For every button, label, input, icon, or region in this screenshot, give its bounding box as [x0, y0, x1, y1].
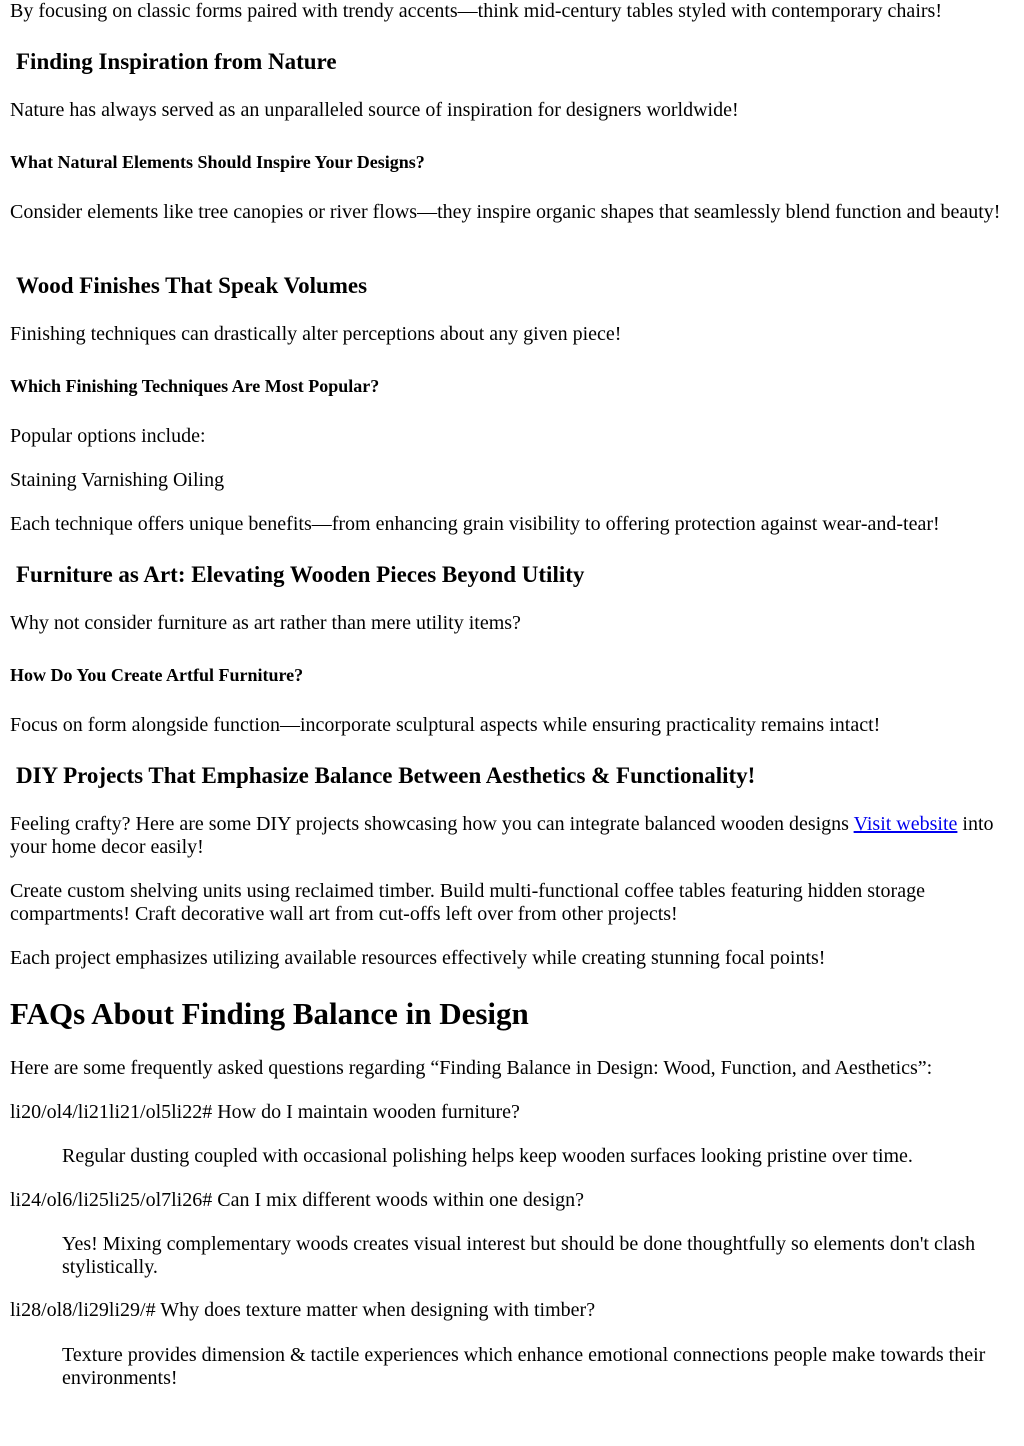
visit-website-link[interactable]: Visit website — [853, 813, 958, 835]
faq-answer: Regular dusting coupled with occasional polishing helps keep wooden surfaces looking pristine over time. — [62, 1145, 913, 1167]
faq-answer: Yes! Mixing complementary woods creates visual interest but should be done thoughtfully so elements don't clash stylistically. — [62, 1233, 976, 1278]
faq-question: li24/ol6/li25li25/ol7li26# Can I mix different woods within one design? — [10, 1189, 585, 1211]
faq-intro: Here are some frequently asked questions regarding “Finding Balance in Design: Wood, Function, and Aesthetics”: — [10, 1057, 933, 1079]
diy-paragraph-1 — [10, 813, 1014, 859]
finishes-techniques-list: Staining Varnishing Oiling — [10, 469, 225, 491]
finishes-subheading: Which Finishing Techniques Are Most Popular? — [10, 376, 380, 396]
diy-heading: DIY Projects That Emphasize Balance Between Aesthetics & Functionality! — [16, 763, 756, 788]
nature-subheading: What Natural Elements Should Inspire Your Designs? — [10, 152, 425, 172]
art-heading: Furniture as Art: Elevating Wooden Pieces Beyond Utility — [16, 562, 585, 587]
intro-paragraph: By focusing on classic forms paired with trendy accents—think mid-century tables styled with contemporary chairs! — [10, 0, 942, 22]
art-paragraph-2: Focus on form alongside function—incorporate sculptural aspects while ensuring practicality remains intact! — [10, 714, 881, 736]
art-subheading: How Do You Create Artful Furniture? — [10, 665, 304, 685]
diy-paragraph-2: Create custom shelving units using reclaimed timber. Build multi-functional coffee tables featuring hidden storage compartments! Craft decorative wall art from cut-offs left over from other projects! — [10, 880, 925, 925]
faq-question: li28/ol8/li29li29/# Why does texture matter when designing with timber? — [10, 1299, 596, 1321]
faq-question: li20/ol4/li21li21/ol5li22# How do I maintain wooden furniture? — [10, 1101, 520, 1123]
nature-heading: Finding Inspiration from Nature — [16, 49, 337, 74]
faq-answer: Texture provides dimension & tactile experiences which enhance emotional connections people make towards their environments! — [62, 1344, 986, 1389]
diy-paragraph-1-text: Feeling crafty? Here are some DIY projects showcasing how you can integrate balanced wooden designs — [10, 813, 854, 835]
finishes-paragraph-2: Popular options include: — [10, 425, 206, 447]
art-paragraph-1: Why not consider furniture as art rather than mere utility items? — [10, 612, 521, 634]
finishes-paragraph-1: Finishing techniques can drastically alter perceptions about any given piece! — [10, 323, 622, 345]
finishes-heading: Wood Finishes That Speak Volumes — [16, 273, 368, 298]
faq-heading: FAQs About Finding Balance in Design — [10, 996, 529, 1031]
diy-paragraph-1-text-end: into your home decor easily! — [10, 813, 994, 858]
diy-paragraph-3: Each project emphasizes utilizing available resources effectively while creating stunning focal points! — [10, 947, 826, 969]
finishes-paragraph-4: Each technique offers unique benefits—from enhancing grain visibility to offering protection against wear-and-tear! — [10, 513, 940, 535]
nature-paragraph-2: Consider elements like tree canopies or river flows—they inspire organic shapes that seamlessly blend function and beauty! — [10, 201, 1001, 223]
nature-paragraph-1: Nature has always served as an unparalleled source of inspiration for designers worldwide! — [10, 99, 739, 121]
